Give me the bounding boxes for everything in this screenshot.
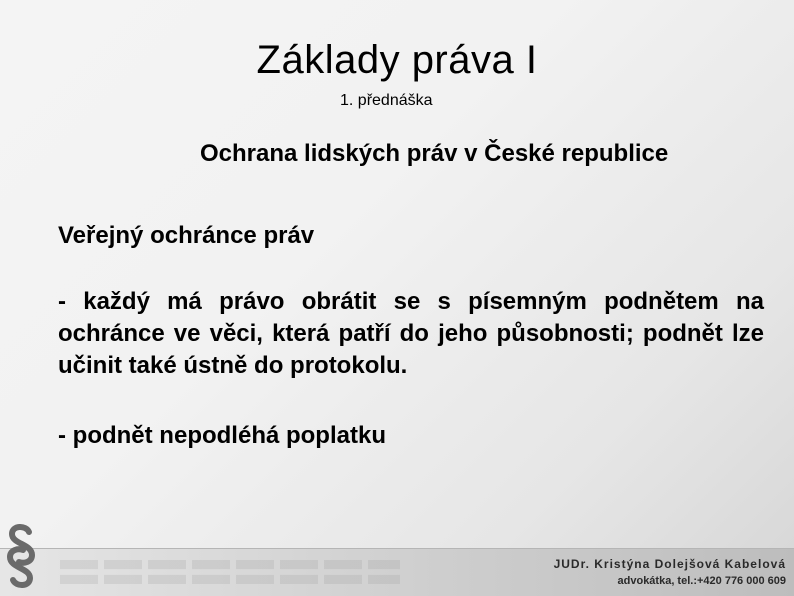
slide-title: Základy práva I (256, 38, 538, 82)
footer-author: JUDr. Kristýna Dolejšová Kabelová (553, 557, 786, 571)
slide-heading: Ochrana lidských práv v České republice (200, 140, 669, 167)
footer-band (0, 548, 794, 596)
paragraph-2: - podnět nepodléhá poplatku (58, 422, 386, 449)
section-title: Veřejný ochránce práv (58, 222, 315, 249)
paragraph-1: - každý má právo obrátit se s písemným podnětem na ochránce ve věci, která patří do jeho působnosti; podnět lze učinit také ústně do protokolu. (58, 288, 764, 379)
footer-contact: advokátka, tel.:+420 776 000 609 (617, 575, 786, 587)
paragraph-section-icon (2, 522, 40, 590)
slide-subtitle: 1. přednáška (340, 92, 433, 109)
